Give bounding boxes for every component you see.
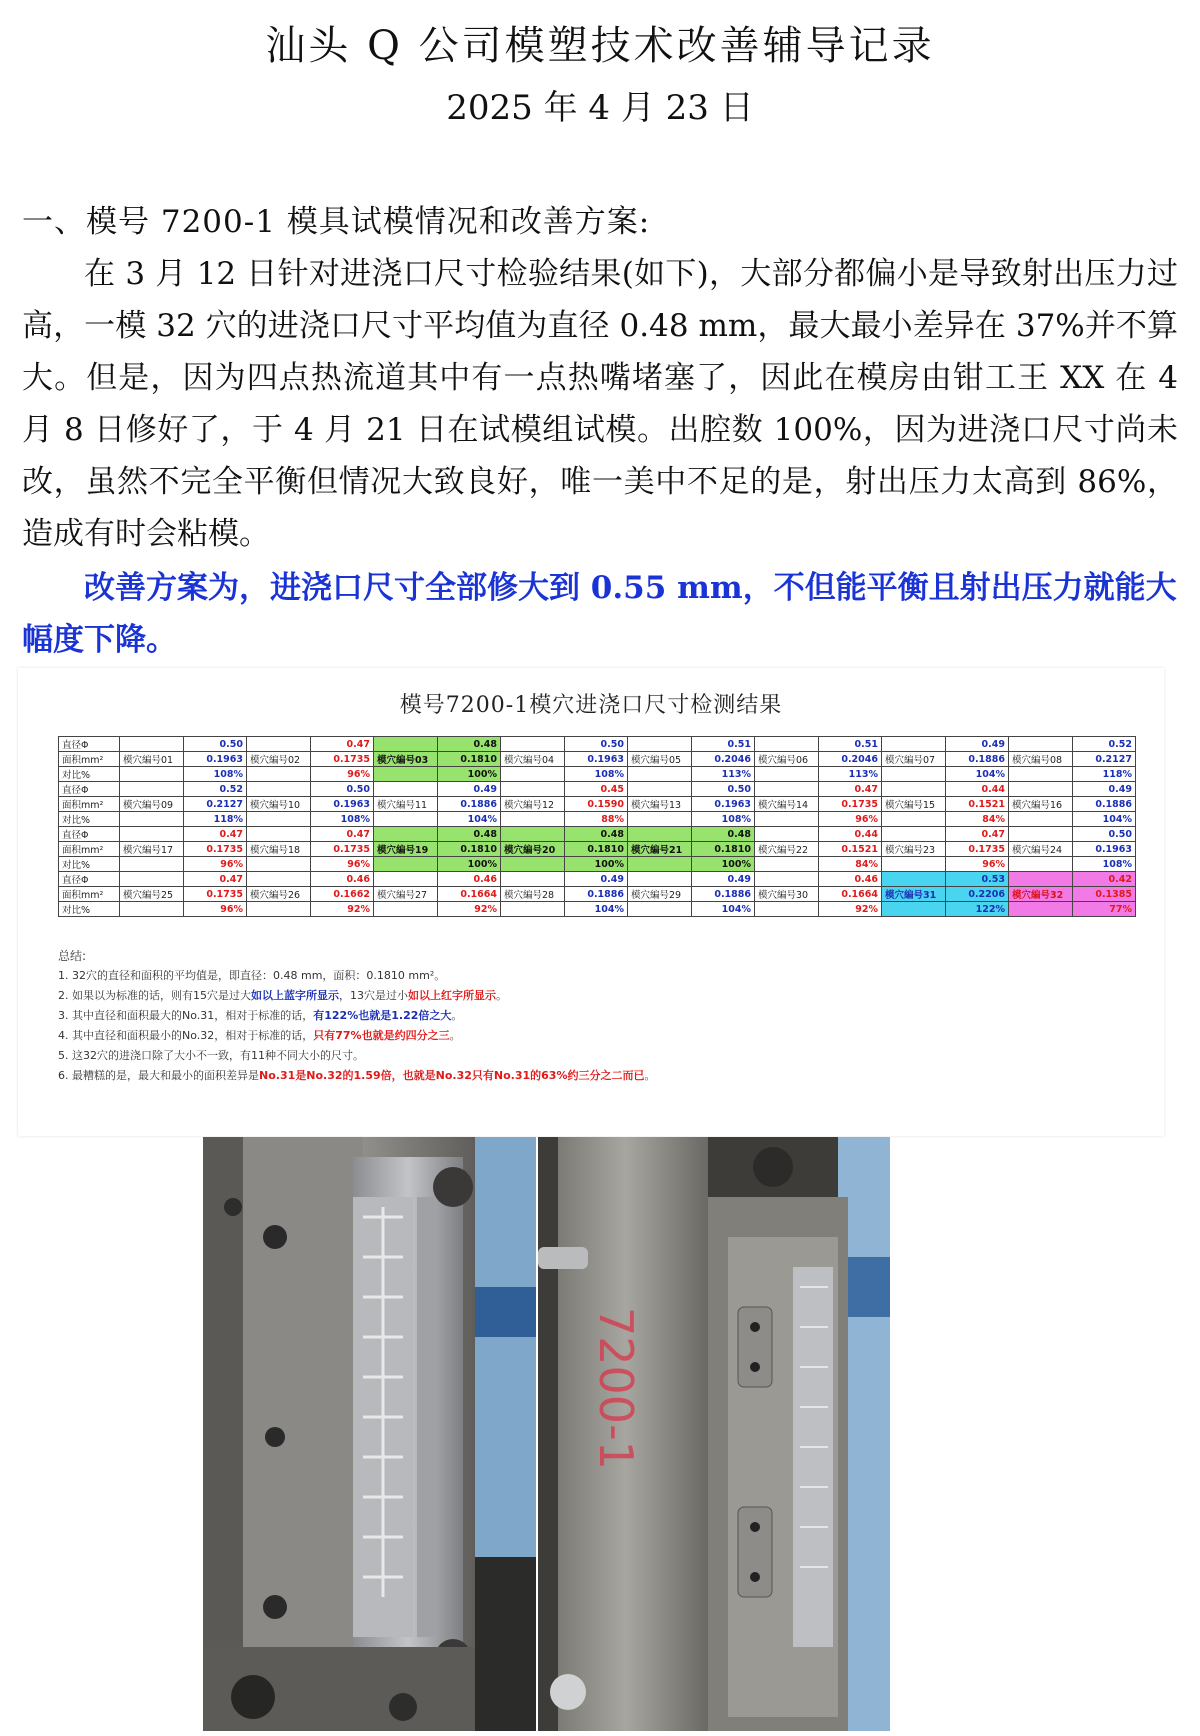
cavity-value: 104%: [946, 767, 1009, 782]
mold-photo-right: [538, 1137, 890, 1731]
cavity-label-spacer: [120, 872, 184, 887]
cavity-value: 0.50: [1073, 827, 1136, 842]
cavity-label-spacer: [247, 812, 311, 827]
cavity-value: 0.46: [438, 872, 501, 887]
cavity-value: 0.1662: [311, 887, 374, 902]
summary-text: 4. 其中直径和面积最小的No.32，相对于标准的话，: [58, 1029, 314, 1042]
cavity-value: 0.49: [692, 872, 755, 887]
summary-text: 。: [496, 989, 507, 1002]
cavity-label: 模穴編号26: [247, 887, 311, 902]
cavity-label-spacer: [1009, 902, 1073, 917]
cavity-label-spacer: [628, 872, 692, 887]
cavity-value: 100%: [438, 857, 501, 872]
table-row: [59, 737, 1136, 752]
cavity-value: 96%: [819, 812, 882, 827]
table-row: [59, 902, 1136, 917]
cavity-value: 92%: [311, 902, 374, 917]
cavity-value: 0.47: [819, 782, 882, 797]
cavity-value: 0.1810: [692, 842, 755, 857]
cavity-value: 108%: [184, 767, 247, 782]
cavity-value: 0.1810: [438, 842, 501, 857]
section-heading: 一、模号 7200-1 模具试模情况和改善方案:: [22, 204, 651, 240]
cavity-label-spacer: [247, 782, 311, 797]
summary-line: [58, 1046, 655, 1066]
cavity-label-spacer: [1009, 812, 1073, 827]
cavity-value: 0.47: [311, 827, 374, 842]
summary-text: 3. 其中直径和面积最大的No.31，相对于标准的话，: [58, 1009, 314, 1022]
row-label: 直径Φ: [59, 827, 120, 842]
red-marking: 7200-1: [589, 1307, 643, 1470]
summary-text: 只有77%也就是约四分之三: [313, 1029, 450, 1042]
summary-text: 如以上红字所显示: [408, 989, 496, 1002]
cavity-label: 模穴編号17: [120, 842, 184, 857]
cavity-label-spacer: [755, 827, 819, 842]
cavity-value: 0.47: [184, 827, 247, 842]
cavity-value: 0.1886: [565, 887, 628, 902]
cavity-label-spacer: [120, 737, 184, 752]
cavity-label: 模穴編号24: [1009, 842, 1073, 857]
mold-photo-left: [203, 1137, 536, 1731]
cavity-value: 0.1735: [311, 752, 374, 767]
cavity-value: 100%: [692, 857, 755, 872]
cavity-value: 108%: [311, 812, 374, 827]
cavity-label-spacer: [501, 872, 565, 887]
cavity-label: 模穴編号31: [882, 887, 946, 902]
cavity-label: 模穴編号10: [247, 797, 311, 812]
cavity-label-spacer: [374, 902, 438, 917]
cavity-value: 118%: [1073, 767, 1136, 782]
summary-text: 。: [449, 1029, 461, 1042]
cavity-value: 0.1664: [438, 887, 501, 902]
cavity-value: 104%: [1073, 812, 1136, 827]
cavity-value: 0.1963: [692, 797, 755, 812]
cavity-value: 104%: [692, 902, 755, 917]
cavity-label: 模穴編号15: [882, 797, 946, 812]
row-label: 直径Φ: [59, 737, 120, 752]
cavity-label: 模穴編号16: [1009, 797, 1073, 812]
cavity-label-spacer: [247, 857, 311, 872]
cavity-label-spacer: [882, 812, 946, 827]
row-label: 面积mm²: [59, 797, 120, 812]
cavity-label-spacer: [501, 767, 565, 782]
cavity-label: 模穴編号05: [628, 752, 692, 767]
cavity-label-spacer: [247, 872, 311, 887]
cavity-value: 0.50: [565, 737, 628, 752]
cavity-value: 0.1590: [565, 797, 628, 812]
cavity-value: 96%: [311, 857, 374, 872]
cavity-label-spacer: [247, 902, 311, 917]
cavity-value: 0.1963: [1073, 842, 1136, 857]
cavity-label-spacer: [882, 827, 946, 842]
row-label: 直径Φ: [59, 782, 120, 797]
cavity-label-spacer: [374, 872, 438, 887]
cavity-label: 模穴編号03: [374, 752, 438, 767]
cavity-label: 模穴編号11: [374, 797, 438, 812]
cavity-value: 0.48: [565, 827, 628, 842]
cavity-value: 77%: [1073, 902, 1136, 917]
cavity-value: 108%: [692, 812, 755, 827]
summary-text: 有122%也就是1.22倍之大: [313, 1009, 452, 1022]
summary-notes: [58, 946, 655, 1086]
cavity-value: 0.46: [311, 872, 374, 887]
row-label: 直径Φ: [59, 872, 120, 887]
summary-text: No.31是No.32的1.59倍，也就是No.32只有No.31的63%约三分之二而已: [259, 1069, 645, 1082]
cavity-value: 0.1735: [184, 887, 247, 902]
summary-text: 。: [644, 1069, 656, 1082]
cavity-value: 0.1886: [692, 887, 755, 902]
summary-text: 1. 32穴的直径和面积的平均值是，即直径：0.48 mm，面积：0.1810 mm²。: [58, 969, 446, 982]
cavity-label: 模穴編号27: [374, 887, 438, 902]
summary-line: [58, 1006, 655, 1026]
cavity-value: 0.48: [692, 827, 755, 842]
cavity-value: 84%: [946, 812, 1009, 827]
cavity-label-spacer: [628, 827, 692, 842]
cavity-label-spacer: [755, 902, 819, 917]
cavity-label-spacer: [374, 767, 438, 782]
cavity-label: 模穴編号21: [628, 842, 692, 857]
row-label: 面积mm²: [59, 842, 120, 857]
table-row: [59, 842, 1136, 857]
table-row: [59, 887, 1136, 902]
cavity-value: 0.1810: [565, 842, 628, 857]
summary-text: 2. 如果以为标准的话，则有15穴是过大: [58, 989, 251, 1002]
table-row: [59, 857, 1136, 872]
cavity-value: 108%: [1073, 857, 1136, 872]
cavity-label-spacer: [755, 737, 819, 752]
row-label: 面积mm²: [59, 752, 120, 767]
cavity-label-spacer: [628, 737, 692, 752]
cavity-value: 0.1963: [311, 797, 374, 812]
cavity-label-spacer: [1009, 767, 1073, 782]
cavity-label: 模穴編号02: [247, 752, 311, 767]
summary-line: [58, 1066, 655, 1086]
cavity-label-spacer: [882, 902, 946, 917]
cavity-label-spacer: [374, 737, 438, 752]
cavity-value: 0.46: [819, 872, 882, 887]
cavity-value: 0.42: [1073, 872, 1136, 887]
cavity-label-spacer: [628, 767, 692, 782]
cavity-value: 84%: [819, 857, 882, 872]
cavity-label: 模穴編号01: [120, 752, 184, 767]
cavity-value: 0.50: [311, 782, 374, 797]
cavity-label: 模穴編号06: [755, 752, 819, 767]
cavity-value: 118%: [184, 812, 247, 827]
cavity-value: 0.1735: [819, 797, 882, 812]
cavity-label: 模穴編号25: [120, 887, 184, 902]
gate-size-table: [58, 736, 1136, 917]
cavity-label-spacer: [755, 767, 819, 782]
cavity-value: 113%: [692, 767, 755, 782]
page-title: 汕头 Q 公司模塑技术改善辅导记录: [265, 23, 935, 69]
cavity-label-spacer: [755, 812, 819, 827]
cavity-label-spacer: [501, 782, 565, 797]
cavity-label: 模穴編号08: [1009, 752, 1073, 767]
cavity-label-spacer: [120, 767, 184, 782]
cavity-value: 88%: [565, 812, 628, 827]
cavity-label-spacer: [501, 812, 565, 827]
cavity-label-spacer: [120, 902, 184, 917]
cavity-label-spacer: [1009, 872, 1073, 887]
table-row: [59, 782, 1136, 797]
cavity-value: 0.49: [946, 737, 1009, 752]
cavity-label-spacer: [1009, 857, 1073, 872]
cavity-value: 0.52: [184, 782, 247, 797]
cavity-value: 0.2046: [819, 752, 882, 767]
cavity-label-spacer: [247, 767, 311, 782]
cavity-value: 0.1735: [311, 842, 374, 857]
cavity-label-spacer: [374, 827, 438, 842]
cavity-value: 104%: [438, 812, 501, 827]
cavity-label-spacer: [1009, 782, 1073, 797]
row-label: 对比%: [59, 767, 120, 782]
summary-title: 总结:: [58, 949, 87, 963]
cavity-label: 模穴編号19: [374, 842, 438, 857]
cavity-value: 0.2046: [692, 752, 755, 767]
cavity-value: 0.53: [946, 872, 1009, 887]
cavity-label-spacer: [882, 767, 946, 782]
cavity-value: 0.52: [1073, 737, 1136, 752]
cavity-label-spacer: [374, 857, 438, 872]
table-row: [59, 752, 1136, 767]
cavity-value: 0.49: [565, 872, 628, 887]
cavity-value: 96%: [184, 857, 247, 872]
cavity-label-spacer: [628, 812, 692, 827]
summary-line: [58, 986, 655, 1006]
table-row: [59, 767, 1136, 782]
cavity-label-spacer: [755, 857, 819, 872]
cavity-label: 模穴編号30: [755, 887, 819, 902]
table-row: [59, 812, 1136, 827]
cavity-label: 模穴編号07: [882, 752, 946, 767]
cavity-label: 模穴編号22: [755, 842, 819, 857]
cavity-value: 0.49: [1073, 782, 1136, 797]
table-row: [59, 872, 1136, 887]
table-row: [59, 827, 1136, 842]
cavity-label: 模穴編号29: [628, 887, 692, 902]
summary-text: 5. 这32穴的进浇口除了大小不一致，有11种不同大小的尺寸。: [58, 1049, 364, 1062]
cavity-value: 0.2127: [184, 797, 247, 812]
cavity-label: 模穴編号04: [501, 752, 565, 767]
inspection-result-figure: [18, 668, 1164, 1136]
cavity-label-spacer: [882, 857, 946, 872]
cavity-label-spacer: [882, 782, 946, 797]
cavity-value: 92%: [438, 902, 501, 917]
cavity-value: 108%: [565, 767, 628, 782]
summary-line: [58, 1026, 655, 1046]
cavity-value: 0.1886: [438, 797, 501, 812]
cavity-value: 0.2206: [946, 887, 1009, 902]
cavity-value: 92%: [819, 902, 882, 917]
cavity-label: 模穴編号18: [247, 842, 311, 857]
cavity-label-spacer: [120, 827, 184, 842]
cavity-label-spacer: [628, 857, 692, 872]
cavity-label-spacer: [755, 782, 819, 797]
row-label: 对比%: [59, 857, 120, 872]
cavity-value: 96%: [184, 902, 247, 917]
row-label: 面积mm²: [59, 887, 120, 902]
cavity-value: 0.1963: [184, 752, 247, 767]
page-date: 2025 年 4 月 23 日: [446, 88, 754, 128]
improvement-plan: 改善方案为，进浇口尺寸全部修大到 0.55 mm，不但能平衡且射出压力就能大幅度下降。: [22, 570, 1177, 658]
cavity-value: 0.44: [946, 782, 1009, 797]
table-row: [59, 797, 1136, 812]
cavity-value: 100%: [565, 857, 628, 872]
cavity-value: 0.44: [819, 827, 882, 842]
cavity-value: 0.1521: [946, 797, 1009, 812]
cavity-label-spacer: [628, 782, 692, 797]
cavity-label-spacer: [120, 782, 184, 797]
cavity-label-spacer: [1009, 827, 1073, 842]
cavity-value: 122%: [946, 902, 1009, 917]
cavity-value: 96%: [311, 767, 374, 782]
summary-text: 如以上蓝字所显示: [251, 989, 339, 1002]
cavity-value: 0.1385: [1073, 887, 1136, 902]
cavity-value: 0.47: [946, 827, 1009, 842]
cavity-label: 模穴編号32: [1009, 887, 1073, 902]
cavity-value: 100%: [438, 767, 501, 782]
cavity-label-spacer: [120, 812, 184, 827]
cavity-label: 模穴編号23: [882, 842, 946, 857]
cavity-value: 0.47: [311, 737, 374, 752]
cavity-label: 模穴編号14: [755, 797, 819, 812]
row-label: 对比%: [59, 902, 120, 917]
cavity-label-spacer: [501, 737, 565, 752]
cavity-value: 0.50: [184, 737, 247, 752]
cavity-label: 模穴編号09: [120, 797, 184, 812]
cavity-value: 0.1886: [946, 752, 1009, 767]
cavity-value: 113%: [819, 767, 882, 782]
cavity-label-spacer: [501, 857, 565, 872]
cavity-value: 0.47: [184, 872, 247, 887]
summary-text: 6. 最糟糕的是，最大和最小的面积差异是: [58, 1069, 259, 1082]
cavity-value: 0.45: [565, 782, 628, 797]
cavity-label-spacer: [374, 782, 438, 797]
cavity-value: 96%: [946, 857, 1009, 872]
cavity-value: 0.49: [438, 782, 501, 797]
cavity-value: 0.1963: [565, 752, 628, 767]
cavity-label-spacer: [882, 872, 946, 887]
table-title: 模号7200-1模穴进浇口尺寸检测结果: [399, 693, 783, 718]
cavity-value: 0.1886: [1073, 797, 1136, 812]
cavity-label-spacer: [247, 737, 311, 752]
body-paragraph: 在 3 月 12 日针对进浇口尺寸检验结果(如下)，大部分都偏小是导致射出压力过高，一模 32 穴的进浇口尺寸平均值为直径 0.48 mm，最大最小差异在 37%并不算大。但是，因为四点热流道其中有一点热嘴堵塞了，因此在模房由钳工王 XX 在 4 月 8 日修好了，于 4 月 21 日在试模组试模。出腔数 100%，因为进浇口尺寸尚未改，虽然不完全平衡但情况大致良好，唯一美中不足的是，射出压力太高到 86%，造成有时会粘模。: [22, 256, 1178, 552]
cavity-value: 0.1735: [946, 842, 1009, 857]
cavity-value: 0.48: [438, 737, 501, 752]
cavity-value: 0.51: [819, 737, 882, 752]
cavity-value: 0.50: [692, 782, 755, 797]
cavity-label: 模穴編号12: [501, 797, 565, 812]
cavity-label-spacer: [628, 902, 692, 917]
cavity-label-spacer: [247, 827, 311, 842]
cavity-value: 104%: [565, 902, 628, 917]
cavity-label-spacer: [1009, 737, 1073, 752]
cavity-label: 模穴編号20: [501, 842, 565, 857]
cavity-value: 0.2127: [1073, 752, 1136, 767]
cavity-value: 0.1664: [819, 887, 882, 902]
cavity-value: 0.1521: [819, 842, 882, 857]
cavity-label-spacer: [120, 857, 184, 872]
cavity-value: 0.51: [692, 737, 755, 752]
summary-line: [58, 966, 655, 986]
row-label: 对比%: [59, 812, 120, 827]
cavity-label-spacer: [501, 902, 565, 917]
cavity-value: 0.48: [438, 827, 501, 842]
cavity-value: 0.1810: [438, 752, 501, 767]
cavity-label-spacer: [501, 827, 565, 842]
cavity-label-spacer: [374, 812, 438, 827]
cavity-label-spacer: [882, 737, 946, 752]
cavity-label: 模穴編号13: [628, 797, 692, 812]
cavity-label: 模穴編号28: [501, 887, 565, 902]
cavity-label-spacer: [755, 872, 819, 887]
summary-text: ，13穴是过小: [339, 989, 408, 1002]
cavity-value: 0.1735: [184, 842, 247, 857]
summary-text: 。: [451, 1009, 463, 1022]
